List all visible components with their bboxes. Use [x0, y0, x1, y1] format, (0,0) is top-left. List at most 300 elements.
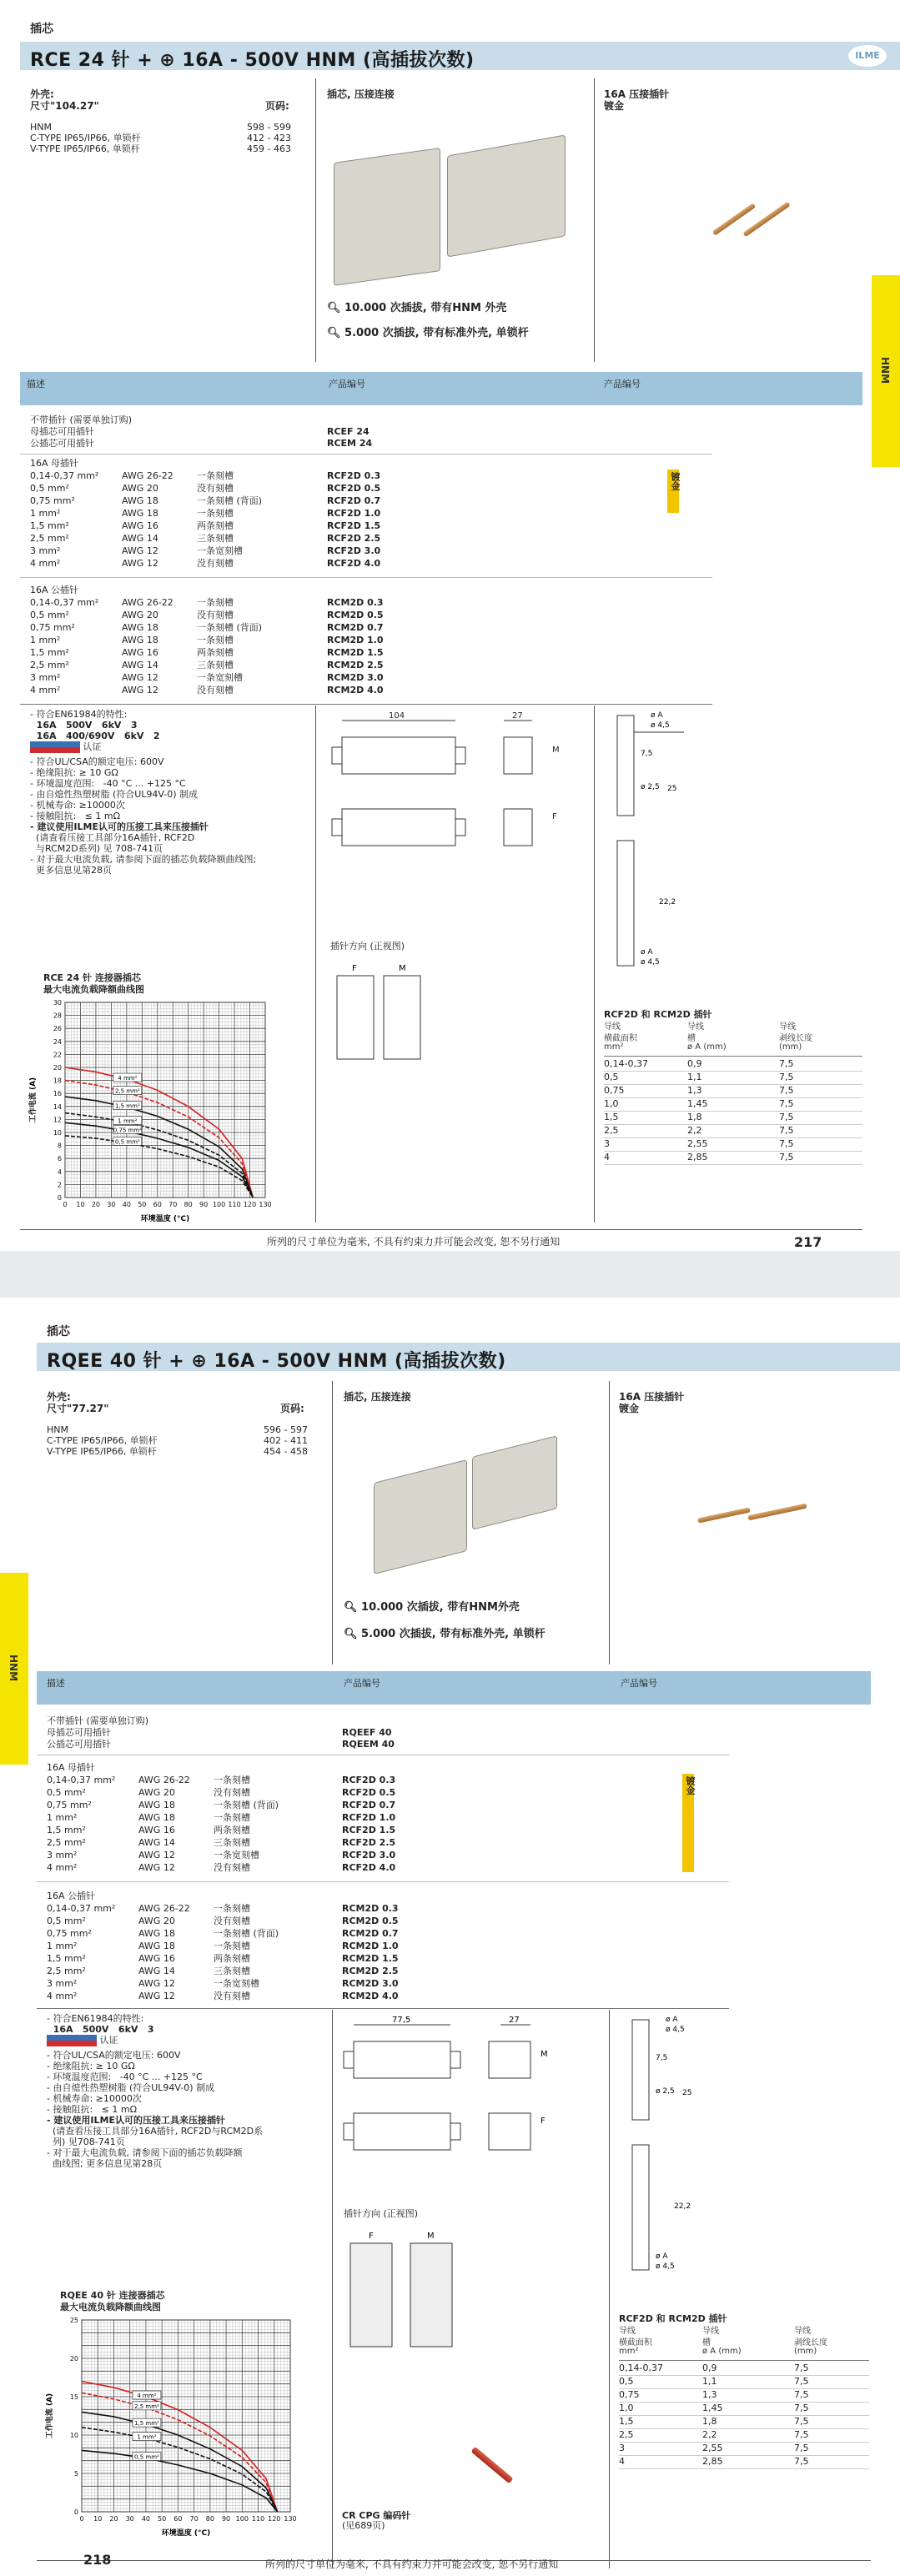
y-tick-label: 0	[73, 2508, 78, 2516]
male-label: M	[552, 746, 560, 755]
x-tick-label: 110	[228, 1201, 241, 1208]
housing-name: HNM	[30, 122, 52, 133]
wire-table-header	[619, 2347, 869, 2358]
wire-cell: 1,1	[702, 2376, 717, 2387]
groove-marking: 一条刻槽 (背面)	[197, 622, 263, 633]
product-code[interactable]: RCF2D 1.0	[342, 1812, 396, 1823]
housing-pages[interactable]: 412 - 423	[247, 133, 291, 143]
wire-table-row	[604, 1125, 862, 1138]
page-title: RQEE 40 针 + ⊕ 16A - 500V HNM (高插拔次数)	[47, 1351, 506, 1372]
y-tick-label: 20	[69, 2355, 78, 2363]
y-tick-label: 25	[69, 2317, 78, 2324]
groove-marking: 两条刻槽	[197, 520, 234, 531]
insert-photo	[330, 142, 572, 292]
spec-line: 16A 400/690V 6kV 2	[30, 731, 160, 741]
certification-logos	[47, 2035, 97, 2046]
awg-size: AWG 12	[122, 672, 158, 683]
product-code[interactable]: RCM2D 2.5	[327, 660, 384, 670]
x-tick-label: 80	[184, 1201, 193, 1208]
contact-row	[47, 1849, 681, 1861]
certification-logos	[30, 741, 80, 753]
product-code[interactable]: RCM2D 1.5	[327, 647, 384, 658]
side-tab-hnm[interactable]	[0, 1573, 28, 1765]
wire-size: 0,14-0,37 mm²	[47, 1775, 116, 1785]
product-code[interactable]: RCF2D 4.0	[327, 558, 381, 569]
search-icon: 🔍︎	[327, 327, 341, 339]
awg-size: AWG 20	[122, 483, 158, 494]
cycles-hnm-text: 10.000 次插拔, 带有HNM 外壳	[344, 302, 507, 314]
wire-header-cell: 剥线长度	[794, 2338, 827, 2348]
wire-cell: 0,5	[619, 2376, 634, 2387]
desc-column-label: 描述	[27, 379, 45, 389]
column-divider	[609, 1381, 610, 1665]
pin-dim: ø A	[651, 711, 663, 720]
wire-size: 0,75 mm²	[30, 622, 75, 633]
awg-size: AWG 26-22	[122, 597, 173, 608]
column-divider	[315, 78, 316, 362]
x-tick-label: 20	[109, 2515, 118, 2523]
contact-row	[30, 634, 664, 646]
product-code[interactable]: RCF2D 3.0	[342, 1850, 396, 1860]
wire-cell: 7,5	[779, 1085, 794, 1096]
male-contacts-list	[47, 1902, 681, 2002]
wire-size: 4 mm²	[30, 685, 61, 695]
product-code[interactable]: RCM2D 1.0	[327, 635, 384, 645]
awg-size: AWG 18	[122, 508, 158, 519]
x-axis-label: 环境温度 (°C)	[140, 1215, 190, 1223]
wire-cell: 1,0	[619, 2403, 634, 2413]
product-code[interactable]: RCM2D 0.5	[327, 610, 384, 620]
wire-size: 0,75 mm²	[30, 495, 75, 506]
product-code[interactable]: RCM2D 0.7	[342, 1928, 399, 1939]
y-tick-label: 15	[69, 2393, 78, 2401]
side-tab-label: HNM	[879, 357, 891, 384]
contact-row	[30, 532, 664, 545]
groove-marking: 一条刻槽 (背面)	[214, 1928, 279, 1939]
cycles-hnm	[327, 299, 506, 314]
wire-cell: 2,85	[702, 2456, 723, 2467]
wire-cell: 4	[619, 2456, 625, 2467]
insert-heading: 插芯, 压接连接	[327, 88, 395, 100]
wire-table	[619, 2323, 869, 2469]
housing-size: 尺寸"104.27"	[30, 100, 99, 112]
product-code[interactable]: RCM2D 2.5	[342, 1966, 399, 1976]
wire-cell: 1,8	[702, 2416, 717, 2427]
contact-row	[30, 507, 664, 520]
awg-size: AWG 18	[138, 1812, 175, 1823]
product-code[interactable]: RCF2D 1.5	[342, 1825, 396, 1835]
wire-cell: 7,5	[794, 2403, 809, 2413]
contact-row	[47, 1799, 681, 1811]
contact-row	[30, 596, 664, 609]
pin-drawing	[601, 707, 709, 982]
series-label: 2,5 mm²	[114, 1087, 140, 1095]
contact-row	[47, 1861, 681, 1874]
groove-marking: 三条刻槽	[197, 660, 234, 670]
awg-size: AWG 12	[122, 685, 158, 695]
wire-size: 4 mm²	[47, 1991, 78, 2001]
wire-table-row	[604, 1085, 862, 1098]
female-contacts-title: 16A 母插针	[30, 458, 79, 469]
product-code[interactable]: RCF2D 0.5	[342, 1787, 396, 1798]
wire-cell: 7,5	[794, 2363, 809, 2373]
spec-line: - 接触阻抗: ≤ 1 mΩ	[47, 2104, 137, 2115]
spec-line: - 符合EN61984的特性:	[30, 709, 128, 720]
wire-cell: 2,55	[687, 1138, 708, 1149]
side-tab-hnm[interactable]	[872, 275, 900, 467]
wire-size: 0,5 mm²	[30, 610, 69, 620]
spec-line: - 符合EN61984的特性:	[47, 2013, 144, 2024]
coding-pin-label: CR CPG 编码针	[342, 2510, 411, 2521]
insertion-view-label: 插针方向 (正视图)	[330, 941, 405, 952]
x-tick-label: 40	[122, 1201, 131, 1208]
contact-row	[30, 609, 664, 621]
product-code[interactable]: RCF2D 2.5	[342, 1837, 396, 1848]
coding-pin-page[interactable]: (见689页)	[342, 2520, 385, 2531]
groove-marking: 两条刻槽	[197, 647, 234, 658]
product-code[interactable]: RCM2D 1.0	[342, 1941, 399, 1951]
y-tick-label: 16	[53, 1090, 62, 1098]
wire-size: 1 mm²	[30, 635, 61, 645]
footer-divider	[20, 1229, 862, 1230]
awg-size: AWG 14	[138, 1837, 175, 1848]
groove-marking: 没有刻槽	[197, 483, 234, 494]
wire-cell: 0,14-0,37	[619, 2363, 663, 2373]
x-tick-label: 0	[79, 2515, 84, 2523]
housing-list	[30, 122, 297, 154]
product-code[interactable]: RCM2D 0.5	[342, 1916, 399, 1926]
insertion-view-drawing	[344, 2227, 469, 2352]
x-tick-label: 70	[168, 1201, 178, 1208]
spec-line: (请查看压接工具部分16A插针, RCF2D	[30, 832, 195, 843]
wire-cell: 1,3	[687, 1085, 702, 1096]
wire-header-cell: 导线	[794, 2327, 811, 2336]
view-m-label: M	[427, 2232, 435, 2241]
wire-cell: 7,5	[794, 2443, 809, 2453]
awg-size: AWG 14	[122, 533, 158, 544]
wire-cell: 7,5	[794, 2389, 809, 2400]
wire-cell: 7,5	[794, 2429, 809, 2440]
wire-header-cell: 导线	[779, 1022, 796, 1032]
housing-row	[47, 1435, 322, 1446]
wire-cell: 2,5	[619, 2429, 634, 2440]
housing-row	[30, 133, 297, 143]
page-title: RCE 24 针 + ⊕ 16A - 500V HNM (高插拔次数)	[30, 50, 475, 71]
x-tick-label: 70	[189, 2515, 199, 2523]
contact-heading: 16A 压接插针	[619, 1391, 685, 1403]
ilme-logo: ILME	[848, 45, 887, 67]
search-icon: 🔍︎	[344, 1628, 358, 1640]
product-code[interactable]: RCF2D 0.5	[327, 483, 381, 494]
awg-size: AWG 12	[138, 1862, 175, 1873]
page-218	[0, 1298, 900, 2576]
housing-row	[47, 1446, 322, 1457]
y-tick-label: 14	[53, 1102, 62, 1111]
wire-cell: 0,75	[604, 1085, 625, 1096]
y-tick-label: 4	[57, 1167, 62, 1176]
divider	[20, 704, 712, 705]
groove-marking: 两条刻槽	[214, 1953, 250, 1964]
groove-marking: 三条刻槽	[214, 1837, 250, 1848]
title-bar	[20, 42, 900, 70]
groove-marking: 一条刻槽	[214, 1903, 250, 1914]
page-column-label: 页码:	[265, 100, 289, 112]
housing-pages[interactable]: 454 - 458	[264, 1446, 308, 1457]
female-label: F	[541, 2117, 546, 2126]
housing-size: 尺寸"77.27"	[47, 1403, 109, 1414]
awg-size: AWG 16	[122, 520, 158, 531]
chart-subtitle: 最大电流负载降额曲线图	[43, 984, 144, 995]
column-divider	[594, 78, 595, 362]
housing-label: 外壳:	[47, 1391, 71, 1403]
awg-size: AWG 20	[138, 1916, 175, 1926]
wire-header-cell: ø A (mm)	[702, 2347, 742, 2356]
product-code[interactable]: RCF2D 3.0	[327, 545, 381, 556]
wire-cell: 2,5	[604, 1125, 619, 1136]
female-label: F	[552, 812, 557, 821]
spec-line: - 机械寿命: ≥10000次	[30, 800, 125, 811]
product-code[interactable]: RCM2D 3.0	[327, 672, 384, 683]
spec-line: 16A 500V 6kV 3	[30, 720, 138, 731]
wire-size: 3 mm²	[30, 672, 61, 683]
product-code[interactable]: RCM2D 3.0	[342, 1978, 399, 1989]
pin-dim: ø 4,5	[641, 958, 660, 967]
wire-header-cell: 横截面积	[604, 1034, 637, 1043]
product-code[interactable]: RCF2D 0.7	[342, 1800, 396, 1810]
series-label: 2,5 mm²	[134, 2403, 159, 2410]
product-code[interactable]: RCM2D 0.3	[342, 1903, 399, 1914]
groove-marking: 三条刻槽	[214, 1966, 250, 1976]
wire-cell: 1,1	[687, 1072, 702, 1082]
wire-size: 3 mm²	[47, 1978, 78, 1989]
housing-row	[30, 143, 297, 154]
y-tick-label: 10	[53, 1129, 62, 1137]
wire-table-row	[619, 2443, 869, 2456]
awg-size: AWG 18	[138, 1928, 175, 1939]
wire-size: 2,5 mm²	[30, 660, 69, 670]
coding-pin-photo	[467, 2440, 517, 2490]
housing-pages[interactable]: 598 - 599	[247, 122, 291, 133]
series-label: 1 mm²	[118, 1117, 138, 1125]
groove-marking: 一条刻槽	[197, 635, 234, 645]
cycles-hnm	[344, 1598, 520, 1614]
wire-cell: 2,2	[702, 2429, 717, 2440]
derating-chart	[42, 2315, 300, 2540]
wire-cell: 3	[604, 1138, 610, 1149]
product-code[interactable]: RCM2D 4.0	[342, 1991, 399, 2001]
wire-size: 0,5 mm²	[47, 1787, 86, 1798]
awg-size: AWG 18	[138, 1800, 175, 1810]
y-tick-label: 30	[53, 999, 62, 1007]
dim-104: 104	[389, 711, 405, 721]
spec-line: - 绝缘阻抗: ≥ 10 GΩ	[47, 2061, 135, 2071]
contact-row	[30, 495, 664, 507]
unordered-note: 不带插针 (需要单独订购)	[47, 1715, 149, 1726]
product-code[interactable]: RCM2D 0.3	[327, 597, 384, 608]
awg-size: AWG 12	[122, 545, 158, 556]
housing-name: V-TYPE IP65/IP66, 单锁杆	[47, 1446, 157, 1457]
product-code[interactable]: RCF2D 0.7	[327, 495, 381, 506]
product-code[interactable]: RCM2D 0.7	[327, 622, 384, 633]
female-contacts-title: 16A 母插针	[47, 1762, 96, 1773]
wire-table-row	[604, 1072, 862, 1085]
column-divider	[609, 2010, 610, 2568]
groove-marking: 没有刻槽	[214, 1991, 250, 2001]
wire-size: 0,75 mm²	[47, 1928, 92, 1939]
spec-line: 曲线图; 更多信息见第28页	[47, 2158, 163, 2169]
contact-row	[47, 1836, 681, 1849]
contact-row	[47, 1990, 681, 2002]
awg-size: AWG 14	[138, 1966, 175, 1976]
product-code[interactable]: RCM2D 4.0	[327, 685, 384, 695]
housing-pages[interactable]: 596 - 597	[264, 1424, 308, 1435]
wire-cell: 7,5	[779, 1152, 794, 1162]
gold-plating-tag: 镀金	[670, 472, 681, 490]
groove-marking: 一条宽刻槽	[214, 1850, 259, 1860]
gold-plating-tag: 镀金	[685, 1776, 696, 1795]
awg-size: AWG 12	[138, 1978, 175, 1989]
x-tick-label: 80	[205, 2515, 214, 2523]
spec-line: 16A 500V 6kV 3	[47, 2024, 154, 2035]
unordered-female: 母插芯可用插针	[47, 1727, 111, 1738]
series-label: 1 mm²	[137, 2433, 157, 2441]
x-tick-label: 130	[284, 2515, 297, 2523]
product-code[interactable]: RCF2D 1.0	[327, 508, 381, 519]
spec-list	[30, 709, 314, 876]
y-axis-label: 工作电流 (A)	[29, 1077, 38, 1123]
cycles-standard-text: 5.000 次插拔, 带有标准外壳, 单锁杆	[344, 327, 529, 339]
code-column-label: 产品编号	[344, 1678, 380, 1689]
spec-line: - 建议使用ILME认可的压接工具来压接插针	[30, 821, 209, 832]
groove-marking: 一条宽刻槽	[197, 672, 243, 683]
spec-line: - 接触阻抗: ≤ 1 mΩ	[30, 811, 120, 821]
cycles-standard	[344, 1624, 546, 1640]
wire-cell: 1,0	[604, 1098, 619, 1109]
chart-title: RCE 24 针 连接器插芯	[43, 972, 141, 983]
wire-table-header	[604, 1031, 862, 1042]
wire-size: 1 mm²	[47, 1941, 78, 1951]
spec-line: 更多信息见第28页	[30, 865, 112, 876]
dim-27: 27	[512, 711, 523, 721]
pin-dim: ø A	[641, 948, 653, 957]
product-code-male-insert[interactable]: RCEM 24	[327, 438, 373, 449]
groove-marking: 两条刻槽	[214, 1825, 250, 1835]
wire-header-cell: (mm)	[794, 2347, 817, 2356]
female-contacts-list	[47, 1774, 681, 1874]
contact-row	[30, 482, 664, 495]
x-tick-label: 100	[235, 2515, 249, 2523]
y-tick-label: 2	[57, 1181, 62, 1189]
y-tick-label: 28	[53, 1012, 62, 1020]
awg-size: AWG 14	[122, 660, 158, 670]
contact-row	[30, 659, 664, 671]
contact-row	[47, 1940, 681, 1952]
y-tick-label: 8	[57, 1142, 62, 1150]
y-tick-label: 6	[57, 1155, 62, 1163]
unordered-female: 母插芯可用插针	[30, 426, 94, 437]
wire-size: 0,75 mm²	[47, 1800, 92, 1810]
side-tab-label: HNM	[8, 1655, 19, 1682]
wire-table-header	[604, 1019, 862, 1031]
column-divider	[594, 706, 595, 1223]
wire-header-cell: 槽	[687, 1034, 696, 1043]
contact-row	[47, 1927, 681, 1940]
groove-marking: 一条宽刻槽	[214, 1978, 259, 1989]
page-number: 217	[794, 1234, 822, 1250]
wire-size: 2,5 mm²	[30, 533, 69, 544]
divider	[37, 2008, 729, 2009]
series-label: 0,75 mm²	[113, 1127, 142, 1134]
wire-cell: 7,5	[779, 1112, 794, 1122]
awg-size: AWG 18	[122, 635, 158, 645]
product-code[interactable]: RCM2D 1.5	[342, 1953, 399, 1964]
pin-dim: ø A	[666, 2016, 678, 2024]
wire-size: 1,5 mm²	[47, 1825, 86, 1835]
product-code[interactable]: RCF2D 1.5	[327, 520, 381, 531]
housing-pages[interactable]: 402 - 411	[264, 1435, 308, 1446]
wire-cell: 1,5	[619, 2416, 634, 2427]
y-tick-label: 18	[53, 1077, 62, 1085]
groove-marking: 没有刻槽	[197, 558, 234, 569]
contact-plating: 镀金	[619, 1403, 640, 1414]
spec-line: - 环境温度范围: -40 °C ... +125 °C	[30, 778, 186, 789]
wire-table-rule	[619, 2360, 869, 2361]
pin-dim: ø 4,5	[651, 721, 670, 730]
awg-size: AWG 18	[138, 1941, 175, 1951]
wire-cell: 3	[619, 2443, 625, 2453]
product-code[interactable]: RCF2D 0.3	[342, 1775, 396, 1785]
wire-size: 0,14-0,37 mm²	[30, 597, 99, 608]
wire-size: 4 mm²	[30, 558, 61, 569]
wire-size: 3 mm²	[47, 1850, 78, 1860]
product-code-male-insert[interactable]: RQEEM 40	[342, 1739, 395, 1750]
series-label: 0,5 mm²	[134, 2453, 159, 2461]
product-code[interactable]: RCF2D 4.0	[342, 1862, 396, 1873]
divider	[20, 577, 712, 578]
pin-dim: 25	[682, 2089, 692, 2097]
wire-table-row	[604, 1138, 862, 1152]
page-number: 218	[83, 2552, 112, 2568]
wire-cell: 0,9	[702, 2363, 717, 2373]
product-code-female-insert[interactable]: RCEF 24	[327, 426, 370, 437]
contact-row	[30, 646, 664, 659]
spec-line: - 对于最大电流负载, 请参阅下面的插芯负载降额曲线图;	[30, 854, 257, 865]
housing-name: V-TYPE IP65/IP66, 单锁杆	[30, 143, 140, 154]
insertion-view-drawing	[330, 959, 447, 1063]
product-code-female-insert[interactable]: RQEEF 40	[342, 1727, 392, 1738]
wire-cell: 7,5	[794, 2376, 809, 2387]
wire-cell: 0,5	[604, 1072, 619, 1082]
product-code[interactable]: RCF2D 2.5	[327, 533, 381, 544]
product-code[interactable]: RCF2D 0.3	[327, 470, 381, 481]
derating-chart	[25, 997, 275, 1226]
spec-line: - 绝缘阻抗: ≥ 10 GΩ	[30, 767, 118, 778]
contact-row	[47, 1965, 681, 1977]
x-tick-label: 120	[268, 2515, 281, 2523]
contact-heading: 16A 压接插针	[604, 88, 670, 100]
wire-cell: 0,75	[619, 2389, 640, 2400]
y-tick-label: 26	[53, 1025, 62, 1033]
unordered-note: 不带插针 (需要单独订购)	[30, 414, 133, 425]
wire-cell: 0,9	[687, 1058, 702, 1069]
wire-table	[604, 1019, 862, 1165]
groove-marking: 没有刻槽	[197, 610, 234, 620]
awg-size: AWG 12	[138, 1991, 175, 2001]
x-tick-label: 10	[93, 2515, 103, 2523]
spec-line: - 建议使用ILME认可的压接工具来压接插针	[47, 2115, 225, 2126]
housing-pages[interactable]: 459 - 463	[247, 143, 291, 154]
wire-cell: 7,5	[779, 1098, 794, 1109]
